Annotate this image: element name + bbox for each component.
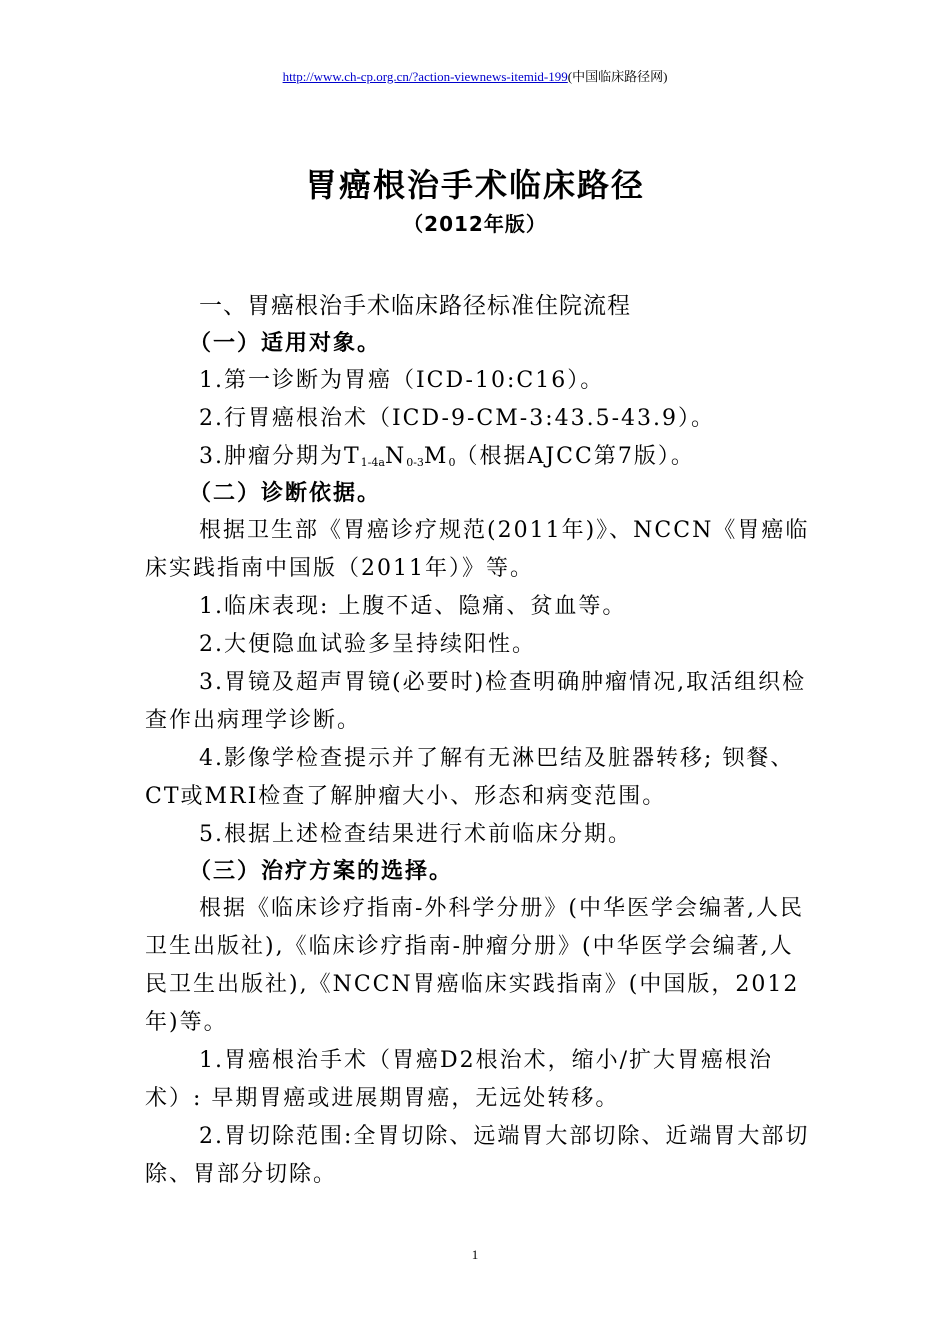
list-item: 1.胃癌根治手术（胃癌D2根治术，缩小/扩大胃癌根治术）: 早期胃癌或进展期胃癌，无远处转移。 <box>145 1048 774 1111</box>
m-subscript: 0 <box>448 456 456 469</box>
list-item: 2.大便隐血试验多呈持续阳性。 <box>199 632 536 657</box>
document-title: 胃癌根治手术临床路径 <box>304 166 645 204</box>
list-item: 5.根据上述检查结果进行术前临床分期。 <box>199 822 632 847</box>
document-subtitle: （2012年版） <box>403 212 547 236</box>
page-number: 1 <box>471 1247 479 1262</box>
n-subscript: 0-3 <box>406 456 424 469</box>
list-item: 2.胃切除范围:全胃切除、远端胃大部切除、近端胃大部切除、胃部分切除。 <box>145 1124 810 1187</box>
paragraph: 根据《临床诊疗指南-外科学分册》(中华医学会编著,人民卫生出版社),《临床诊疗指南-肿瘤分册》(中华医学会编著,人民卫生出版社),《NCCN胃癌临床实践指南》(中国版，2012年)等。 <box>145 896 805 1035</box>
section-heading: 一、胃癌根治手术临床路径标准住院流程 <box>199 293 631 319</box>
source-url-link[interactable]: http://www.ch-cp.org.cn/?action-viewnews-itemid-199 <box>282 69 568 84</box>
list-item: 3.胃镜及超声胃镜(必要时)检查明确肿瘤情况,取活组织检查作出病理学诊断。 <box>145 670 807 733</box>
subsection-heading: （二）诊断依据。 <box>189 481 382 506</box>
list-item: 4.影像学检查提示并了解有无淋巴结及脏器转移; 钡餐、CT或MRI检查了解肿瘤大小、形态和病变范围。 <box>145 746 795 809</box>
t-subscript: 1-4a <box>360 456 385 469</box>
list-item: 1.第一诊断为胃癌（ICD-10:C16）。 <box>199 368 605 393</box>
list-item: 1.临床表现: 上腹不适、隐痛、贫血等。 <box>199 594 627 619</box>
list-item-staging <box>145 438 810 476</box>
subsection-heading: （一）适用对象。 <box>189 331 382 356</box>
n-stage: N <box>384 444 407 469</box>
page-header <box>0 66 950 85</box>
m-stage: M <box>423 444 449 469</box>
staging-prefix: 3.肿瘤分期为T <box>199 444 361 469</box>
document-body <box>145 286 810 1194</box>
list-item: 2.行胃癌根治术（ICD-9-CM-3:43.5-43.9）。 <box>199 406 716 431</box>
paragraph: 根据卫生部《胃癌诊疗规范(2011年)》、NCCN《胃癌临床实践指南中国版（2011年）》等。 <box>145 518 810 581</box>
staging-suffix: （根据AJCC第7版）。 <box>455 444 695 469</box>
subsection-heading: （三）治疗方案的选择。 <box>189 859 454 884</box>
source-name: (中国临床路径网) <box>567 69 668 84</box>
